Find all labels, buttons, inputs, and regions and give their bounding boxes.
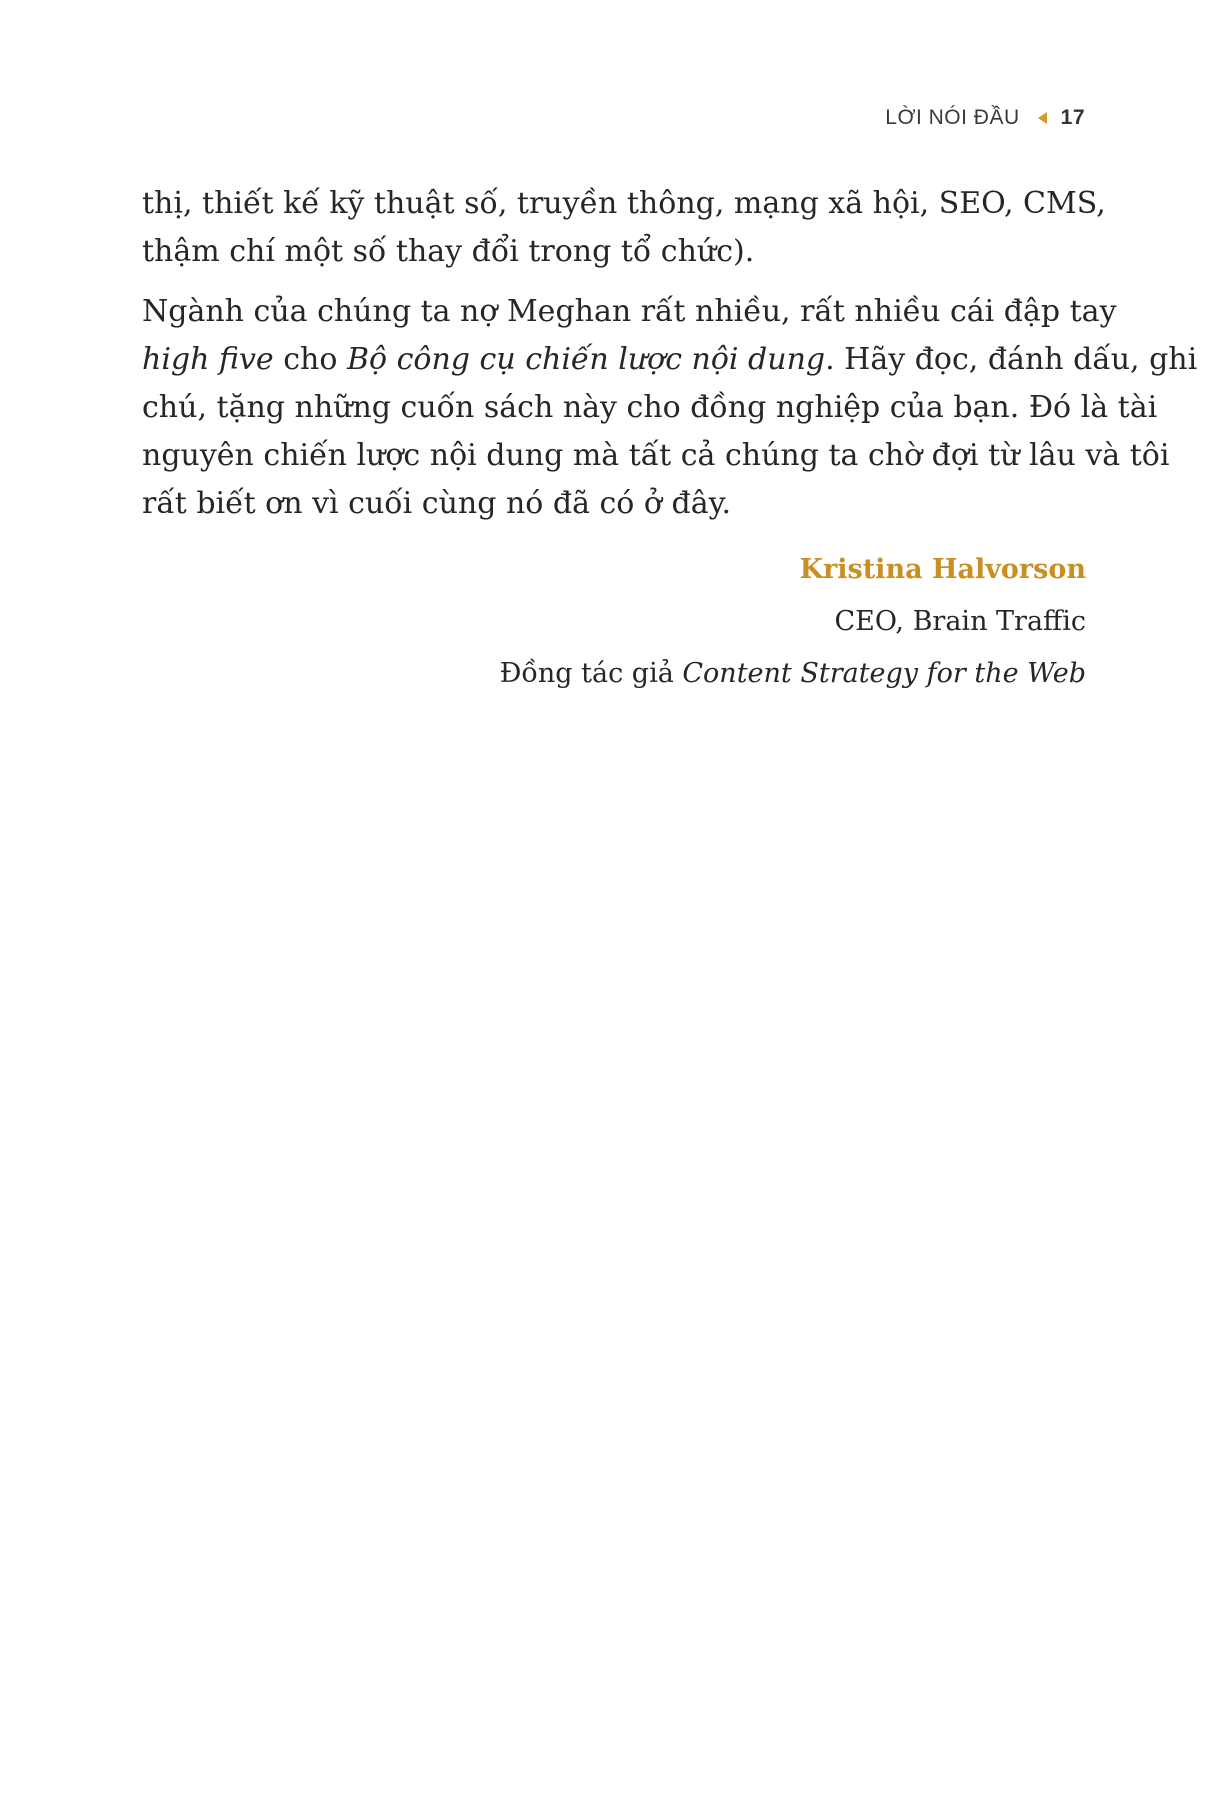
- author-credit: [500, 652, 1086, 696]
- signature-block: [500, 548, 1086, 696]
- italic-book-title: Bộ công cụ chiến lược nội dung: [346, 342, 826, 377]
- credit-prefix: Đồng tác giả: [499, 658, 683, 689]
- paragraph-1: [142, 180, 1106, 276]
- paragraph-2-line-4: nguyên chiến lược nội dung mà tất cả chúng ta chờ đợi từ lâu và tôi: [142, 438, 1170, 473]
- text-segment: cho: [273, 342, 347, 377]
- paragraph-1-line-1: thị, thiết kế kỹ thuật số, truyền thông, mạng xã hội, SEO, CMS,: [142, 186, 1106, 221]
- author-role: CEO, Brain Traffic: [834, 606, 1086, 637]
- italic-phrase-high-five: high five: [142, 342, 274, 377]
- paragraph-1-line-2: thậm chí một số thay đổi trong tổ chức).: [142, 234, 755, 269]
- body-text: [142, 180, 1198, 528]
- author-name: Kristina Halvorson: [799, 554, 1086, 585]
- section-title: LỜI NÓI ĐẦU: [885, 106, 1020, 129]
- paragraph-2-line-5: rất biết ơn vì cuối cùng nó đã có ở đây.: [142, 486, 732, 521]
- text-segment: . Hãy đọc, đánh dấu, ghi: [825, 342, 1198, 377]
- running-header: [885, 106, 1085, 130]
- page-number: 17: [1060, 106, 1085, 129]
- triangle-left-icon: [1038, 112, 1047, 124]
- paragraph-2-line-2: [142, 336, 1198, 384]
- credit-book-title: Content Strategy for the Web: [682, 658, 1086, 689]
- paragraph-2: [142, 288, 1198, 528]
- paragraph-2-line-3: chú, tặng những cuốn sách này cho đồng nghiệp của bạn. Đó là tài: [142, 390, 1158, 425]
- paragraph-2-line-1: Ngành của chúng ta nợ Meghan rất nhiều, rất nhiều cái đập tay: [142, 294, 1117, 329]
